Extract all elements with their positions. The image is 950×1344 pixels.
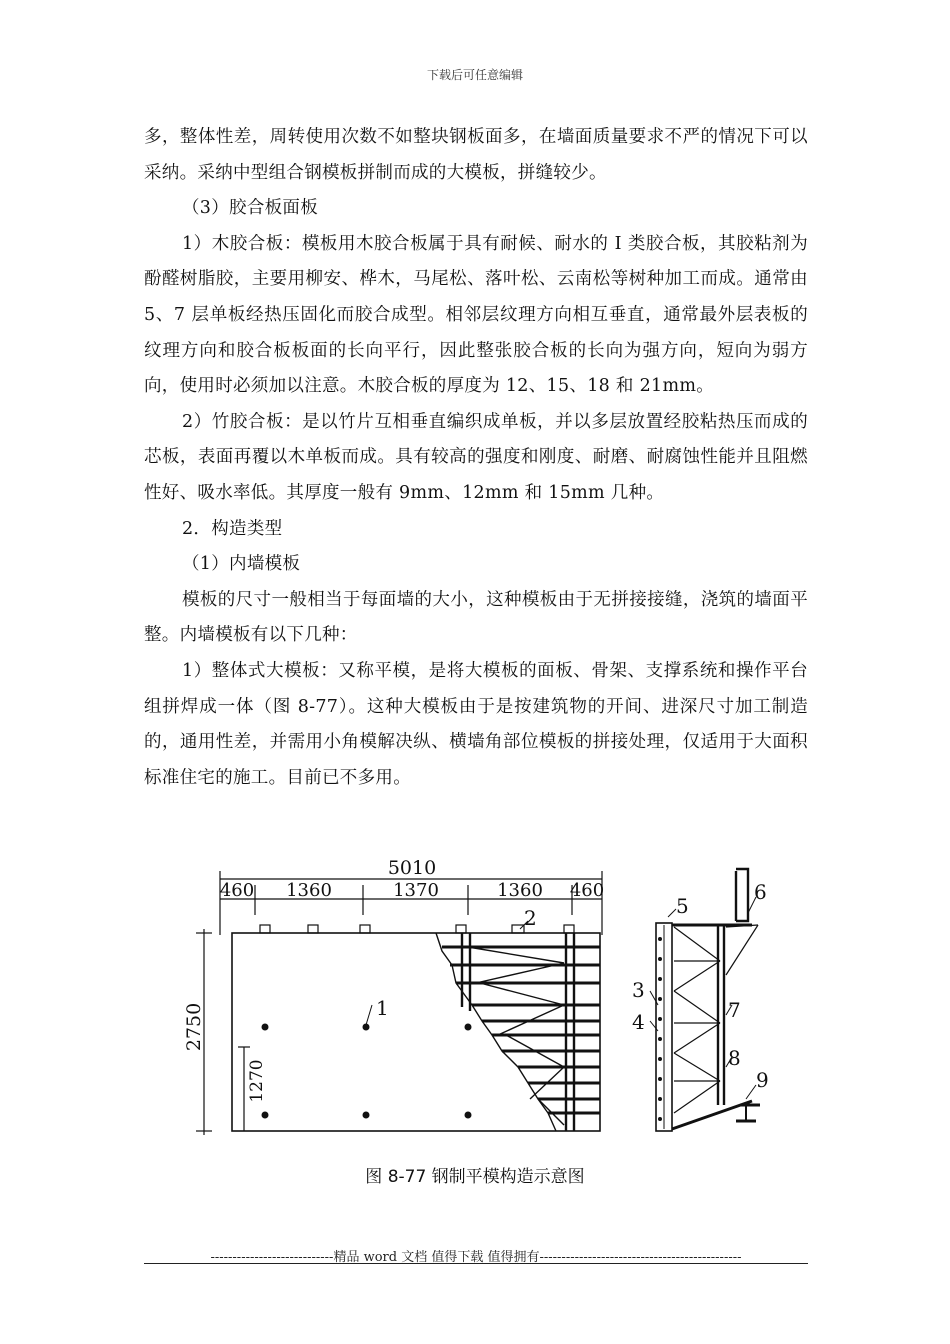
callout-1: 1	[376, 996, 389, 1020]
body-text	[144, 120, 808, 796]
paragraph-bamboo-plywood: 2）竹胶合板：是以竹片互相垂直编织成单板，并以多层放置经胶粘热压而成的芯板，表面再覆以木单板而成。具有较高的强度和刚度、耐磨、耐腐蚀性能并且阻燃性好、吸水率低。其厚度一般有 9mm、12mm 和 15mm 几种。	[144, 411, 808, 503]
callout-3: 3	[632, 978, 645, 1002]
paragraph-heading-plywood: （3）胶合板面板	[182, 198, 319, 219]
footer-rule	[144, 1263, 808, 1264]
paragraph-heading-inner-wall: （1）内墙模板	[182, 554, 301, 575]
dim-segment-4: 1360	[497, 880, 543, 901]
callout-2: 2	[524, 906, 537, 930]
paragraph-1: 多，整体性差，周转使用次数不如整块钢板面多，在墙面质量要求不严的情况下可以采纳。采纳中型组合钢模板拼制而成的大模板，拼缝较少。	[144, 127, 808, 183]
paragraph-wood-plywood: 1）木胶合板：模板用木胶合板属于具有耐候、耐水的 I 类胶合板，其胶粘剂为酚醛树脂胶，主要用柳安、桦木，马尾松、落叶松、云南松等树种加工而成。通常由 5、7 层单板经热压固化而胶合成型。相邻层纹理方向相互垂直，通常最外层表板的纹理方向和胶合板板面的长向平行，因此整张胶合板的长向为强方向，短向为弱方向，使用时必须加以注意。木胶合板的厚度为 12、15、18 和 21mm。	[144, 233, 808, 397]
dim-total: 5010	[387, 857, 437, 879]
callout-9: 9	[756, 1068, 769, 1092]
dim-segment-1: 460	[219, 880, 255, 901]
callout-6: 6	[754, 880, 767, 904]
handrail	[736, 869, 748, 921]
dim-sub-height: 1270	[247, 1059, 267, 1103]
formwork-diagram-svg	[180, 855, 780, 1145]
cutaway-edge	[436, 933, 556, 1131]
dim-segment-2: 1360	[286, 880, 332, 901]
callout-5: 5	[676, 894, 689, 918]
page-header: 下载后可任意编辑	[426, 68, 523, 82]
panel-outline	[232, 933, 600, 1131]
callout-7: 7	[728, 998, 741, 1022]
paragraph-inner-wall: 模板的尺寸一般相当于每面墙的大小，这种模板由于无拼接接缝，浇筑的墙面平整。内墙模板有以下几种：	[144, 589, 808, 646]
dim-segment-3: 1370	[393, 880, 439, 901]
figure-caption: 图 8-77 钢制平模构造示意图	[365, 1167, 585, 1187]
formwork-diagram	[180, 855, 780, 1145]
paragraph-heading-structure: 2．构造类型	[182, 518, 283, 539]
callout-4: 4	[632, 1010, 645, 1034]
dim-height: 2750	[183, 1002, 205, 1052]
callout-8: 8	[728, 1046, 741, 1070]
dim-segment-5: 460	[569, 880, 605, 901]
page-footer: ----------------------------精品 word 文档 值得下载 值得拥有----------------------------------------------	[210, 1250, 742, 1265]
paragraph-integral-formwork: 1）整体式大模板：又称平模，是将大模板的面板、骨架、支撑系统和操作平台组拼焊成一体（图 8-77）。这种大模板由于是按建筑物的开间、进深尺寸加工制造的，通用性差，并需用小角模解决纵、横墙角部位模板的拼接处理，仅适用于大面积标准住宅的施工。目前已不多用。	[144, 660, 808, 788]
